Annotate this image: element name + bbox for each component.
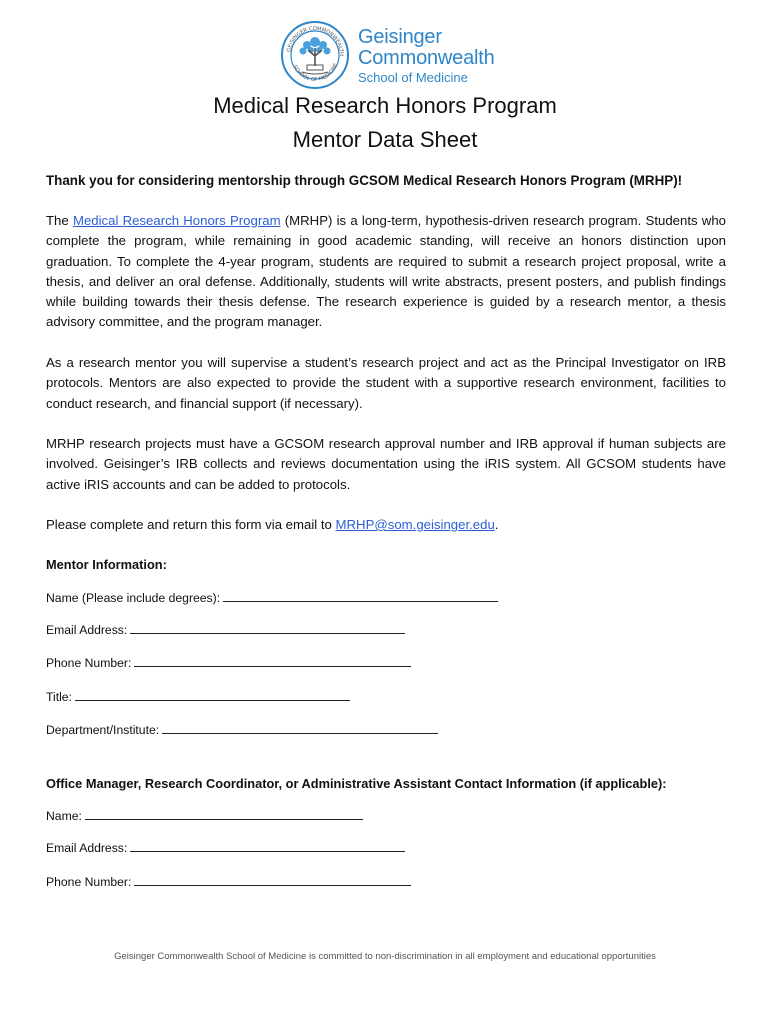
paragraph-mentor-role: As a research mentor you will supervise a student’s research project and act as the Principal Investigator on IRB protocols. Mentors are also expected to provide the student with a supportive research environment, facilities to conduct research, and financial support (if necessary). [46, 355, 726, 411]
contact-email-field[interactable]: Email Address: [46, 839, 405, 855]
contact-phone-field[interactable]: Phone Number: [46, 873, 411, 889]
mentor-phone-input[interactable] [134, 654, 411, 667]
contact-name-field[interactable]: Name: [46, 807, 363, 823]
mentor-phone-field[interactable]: Phone Number: [46, 654, 411, 670]
contact-name-input[interactable] [85, 807, 363, 820]
logo-line-2: Commonwealth [358, 46, 495, 69]
email-link[interactable]: MRHP@som.geisinger.edu [335, 517, 495, 532]
mentor-department-input[interactable] [162, 721, 438, 734]
program-link[interactable]: Medical Research Honors Program [72, 213, 281, 228]
logo-line-1: Geisinger [358, 25, 442, 48]
mentor-section-heading: Mentor Information: [46, 557, 167, 572]
mentor-email-field[interactable]: Email Address: [46, 621, 405, 637]
contact-phone-input[interactable] [134, 873, 411, 886]
mentor-name-field[interactable]: Name (Please include degrees): [46, 589, 498, 605]
contact-section-heading: Office Manager, Research Coordinator, or Administrative Assistant Contact Information (if applicable): [46, 776, 667, 791]
logo-wordmark [358, 27, 495, 84]
svg-text:SCHOOL OF MEDICINE: SCHOOL OF MEDICINE [291, 62, 340, 84]
page-subtitle: Mentor Data Sheet [292, 127, 478, 152]
mentor-email-input[interactable] [130, 621, 405, 634]
paragraph-irb-requirements: MRHP research projects must have a GCSOM research approval number and IRB approval if human subjects are involved. Geisinger’s IRB collects and reviews documentation using the iRIS system. All GCSOM students have active iRIS accounts and can be added to protocols. [46, 436, 726, 492]
mentor-department-field[interactable]: Department/Institute: [46, 721, 438, 737]
intro-heading: Thank you for considering mentorship through GCSOM Medical Research Honors Program (MRHP)! [46, 173, 683, 188]
page-title: Medical Research Honors Program [213, 93, 557, 118]
school-seal-icon [280, 20, 350, 90]
paragraph-return-instructions: Please complete and return this form via email to MRHP@som.geisinger.edu. [46, 517, 499, 532]
logo-line-3: School of Medicine [358, 69, 468, 85]
contact-email-input[interactable] [130, 839, 405, 852]
paragraph-program-description: The Medical Research Honors Program (MRHP) is a long-term, hypothesis-driven research program. Students who complete the program, while remaining in good academic standing, will receive an honors distinction upon graduation. To complete the 4-year program, students are required to submit a research project proposal, write a thesis, and deliver an oral defense. Additionally, students will write abstracts, present posters, and publish findings while building towards their thesis defense. The research experience is guided by a research mentor, a thesis advisory committee, and the program manager. [46, 213, 727, 330]
non-discrimination-footer: Geisinger Commonwealth School of Medicine is committed to non-discrimination in all employment and educational opportunities [114, 951, 656, 962]
mentor-title-input[interactable] [75, 688, 350, 701]
svg-text:GEISINGER COMMONWEALTH: GEISINGER COMMONWEALTH [286, 25, 345, 57]
mentor-name-input[interactable] [223, 589, 498, 602]
mentor-title-field[interactable]: Title: [46, 688, 350, 704]
school-logo [280, 20, 495, 90]
